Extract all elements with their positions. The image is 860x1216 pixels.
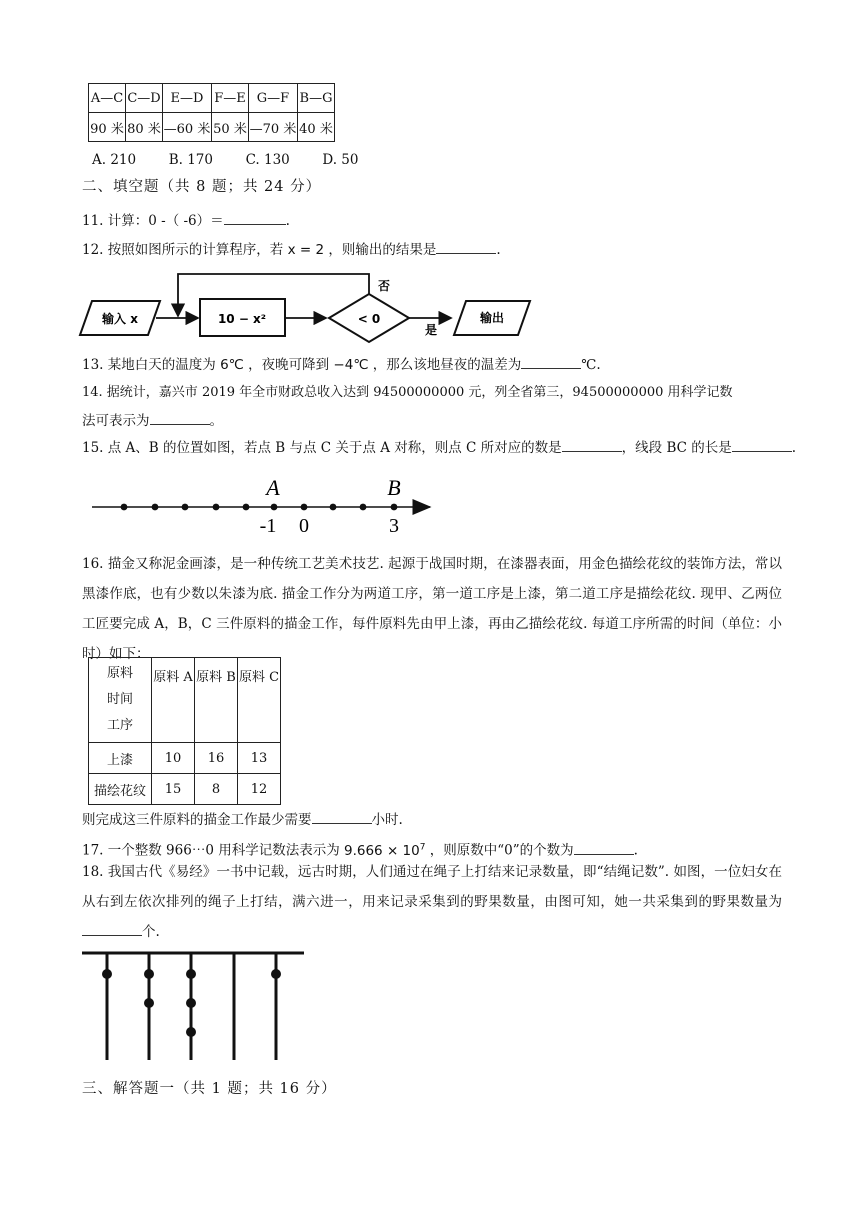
table-cell: 8 [195,774,238,805]
table-cell: 12 [238,774,281,805]
tick-dot [121,504,128,511]
question-12 [82,240,501,260]
question-text: ，则原数中“0”的个数为 [429,842,574,859]
punctuation: . [496,242,501,258]
answer-blank [732,439,792,452]
knot [271,969,281,979]
punctuation: 。 [209,413,223,429]
column-header: 原料 C [238,658,281,743]
table-row [89,743,281,774]
question-16-prompt [82,810,403,830]
tick-label-3: 3 [389,515,399,537]
math-base: 9.666 × 10 [344,842,420,859]
knot [144,998,154,1008]
question-text: 13. 某地白天的温度为 [82,357,216,373]
question-16-text: 16. 描金又称泥金画漆，是一种传统工艺美术技艺. 起源于战国时期，在漆器表面，用金色描绘花纹的装饰方法，常以黑漆作底，也有少数以朱漆为底. 描金工作分为两道工序，第一道工序是上漆，第二道工序是描绘花纹. 现甲、乙两位工匠要完成 A，B，C 三件原料的描金工作，每件原料先由甲上漆，再由乙描绘花纹. 每道工序所需的时间（单位：小时）如下： [82,556,782,662]
table-cell: C—D [126,84,163,113]
table-cell: 50 米 [212,113,249,142]
table-cell: 10 [152,743,195,774]
craft-time-table [88,657,281,805]
answer-blank [312,811,372,824]
question-text: ，那么该地昼夜的温差为 [372,357,522,373]
tick-dot [152,504,159,511]
answer-blank [562,439,622,452]
tick-dot [182,504,189,511]
q10-options [92,150,358,170]
table-cell: B—G [298,84,335,113]
question-text: ，线段 BC 的长是 [621,440,732,456]
punctuation: 个. [142,924,160,940]
tick-dot [213,504,220,511]
question-text: 18. 我国古代《易经》一书中记载，远古时期，人们通过在绳子上打结来记录数量，即“结绳记数”. 如图，一位妇女在从右到左依次排列的绳子上打结，满六进一，用来记录采集到的野果数量，由图可知，她一共采集到的野果数量为 [82,864,782,910]
tick-dot [360,504,367,511]
decision-label: < 0 [357,312,381,326]
answer-blank [574,842,634,855]
distance-table [88,83,335,142]
question-text: ，夜晚可降到 [248,357,330,373]
corner-label: 原料 [106,666,133,681]
corner-label: 工序 [106,718,133,733]
table-cell: E—D [163,84,212,113]
math-expression: −4℃ [333,357,369,373]
no-label: 否 [378,279,391,293]
question-text: 15. 点 A、B 的位置如图，若点 B 与点 C 关于点 A 对称，则点 C 所对应的数是 [82,440,562,456]
table-cell: 80 米 [126,113,163,142]
corner-label: 时间 [106,692,133,707]
column-header: 原料 A [152,658,195,743]
option-c: C. 130 [245,152,290,168]
knot [186,998,196,1008]
section-3-title: 三、解答题一（共 1 题；共 16 分） [82,1081,337,1097]
table-cell: A—C [89,84,126,113]
punctuation: ℃. [581,357,601,373]
table-cell: 15 [152,774,195,805]
table-cell: 13 [238,743,281,774]
knot [186,1027,196,1037]
question-text: 11. 计算：0 -（ -6）＝ [82,213,224,229]
question-18 [82,857,782,947]
answer-blank [224,212,286,225]
knot [186,969,196,979]
tick-dot [330,504,337,511]
yes-label: 是 [425,323,438,337]
math-exponent: 7 [419,842,426,852]
calculation-flowchart [78,268,538,344]
point-b-label: B [387,475,401,500]
option-b: B. 170 [168,152,213,168]
table-row [89,774,281,805]
number-line [88,470,438,540]
table-row [89,84,335,113]
option-d: D. 50 [322,152,359,168]
math-expression: 6℃ [220,357,244,373]
row-header: 上漆 [89,743,152,774]
tick-label-0: 0 [299,515,309,537]
answer-blank [521,356,581,369]
table-cell: 40 米 [298,113,335,142]
table-cell: G—F [249,84,298,113]
row-header: 描绘花纹 [89,774,152,805]
table-cell: F—E [212,84,249,113]
question-11 [82,211,290,231]
table-header-row [89,658,281,743]
knot [102,969,112,979]
origin-dot [301,504,308,511]
math-expression: x = 2 [287,242,325,258]
question-14-line2 [82,411,223,431]
answer-blank [436,241,496,254]
question-14-line1: 14. 据统计，嘉兴市 2019 年全市财政总收入达到 94500000000 元，列全省第三，94500000000 用科学记数 [82,385,733,400]
input-label: 输入 x [102,312,138,326]
tick-dot [243,504,250,511]
question-15 [82,438,796,458]
answer-blank [150,412,210,425]
knot [144,969,154,979]
question-text: ，则输出的结果是 [328,242,437,258]
question-text: 12. 按照如图所示的计算程序，若 [82,242,284,258]
section-2-title: 二、填空题（共 8 题；共 24 分） [82,179,322,195]
process-label: 10 − x² [217,312,267,326]
table-cell: —60 米 [163,113,212,142]
point-a-label: A [266,475,280,500]
question-13 [82,355,601,375]
question-text: 17. 一个整数 966⋯0 用科学记数法表示为 [82,842,340,859]
question-text: 小时. [371,812,403,828]
tick-label-neg1: -1 [259,515,277,537]
punctuation: . [633,842,638,859]
answer-blank [82,923,142,936]
table-row [89,113,335,142]
question-text: 则完成这三件原料的描金工作最少需要 [82,812,312,828]
knotted-ropes-figure [82,948,306,1066]
punctuation: . [285,213,290,229]
table-cell: 16 [195,743,238,774]
table-cell: 90 米 [89,113,126,142]
option-a: A. 210 [92,152,137,168]
point-b-dot [391,504,398,511]
table-cell: —70 米 [249,113,298,142]
point-a-dot [271,504,278,511]
punctuation: . [791,440,797,456]
column-header: 原料 B [195,658,238,743]
question-text: 法可表示为 [82,413,150,429]
output-label: 输出 [479,311,505,325]
table-corner-cell [89,658,152,743]
